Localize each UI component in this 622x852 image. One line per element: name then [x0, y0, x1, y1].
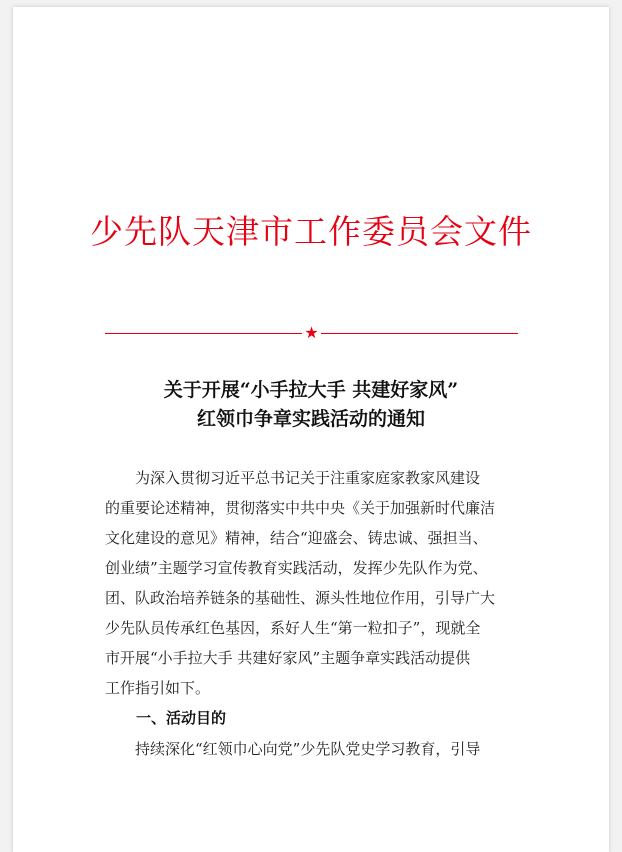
paragraph-line: 为深入贯彻习近平总书记关于注重家庭家教家风建设	[105, 469, 481, 487]
section-heading-purpose: 一、活动目的	[136, 709, 227, 727]
issuing-org-title: 少先队天津市工作委员会文件	[90, 212, 532, 251]
red-divider	[105, 323, 518, 342]
paragraph-line: 文化建设的意见》精神，结合“迎盛会、铸忠诚、强担当、	[105, 529, 488, 547]
paragraph-line: 的重要论述精神，贯彻落实中共中央《关于加强新时代廉洁	[105, 499, 496, 517]
document-title-line-1: 关于开展“小手拉大手 共建好家风”	[163, 379, 459, 401]
document-title-line-2: 红领巾争章实践活动的通知	[196, 408, 425, 430]
intro-paragraph	[105, 463, 535, 703]
paragraph-line: 市开展“小手拉大手 共建好家风”主题争章实践活动提供	[105, 649, 471, 667]
paragraph-line: 工作指引如下。	[105, 679, 211, 697]
star-icon: ★	[304, 323, 319, 342]
paragraph-line: 团、队政治培养链条的基础性、源头性地位作用，引导广大	[105, 589, 496, 607]
document-page	[13, 7, 609, 852]
paragraph-line: 创业绩”主题学习宣传教育实践活动，发挥少先队作为党、	[105, 559, 488, 577]
purpose-paragraph: 持续深化“红领巾心向党”少先队党史学习教育，引导	[105, 740, 481, 758]
divider-line-left	[105, 333, 302, 334]
paragraph-line: 少先队员传承红色基因，系好人生“第一粒扣子”，现就全	[105, 619, 481, 637]
divider-line-right	[321, 333, 518, 334]
